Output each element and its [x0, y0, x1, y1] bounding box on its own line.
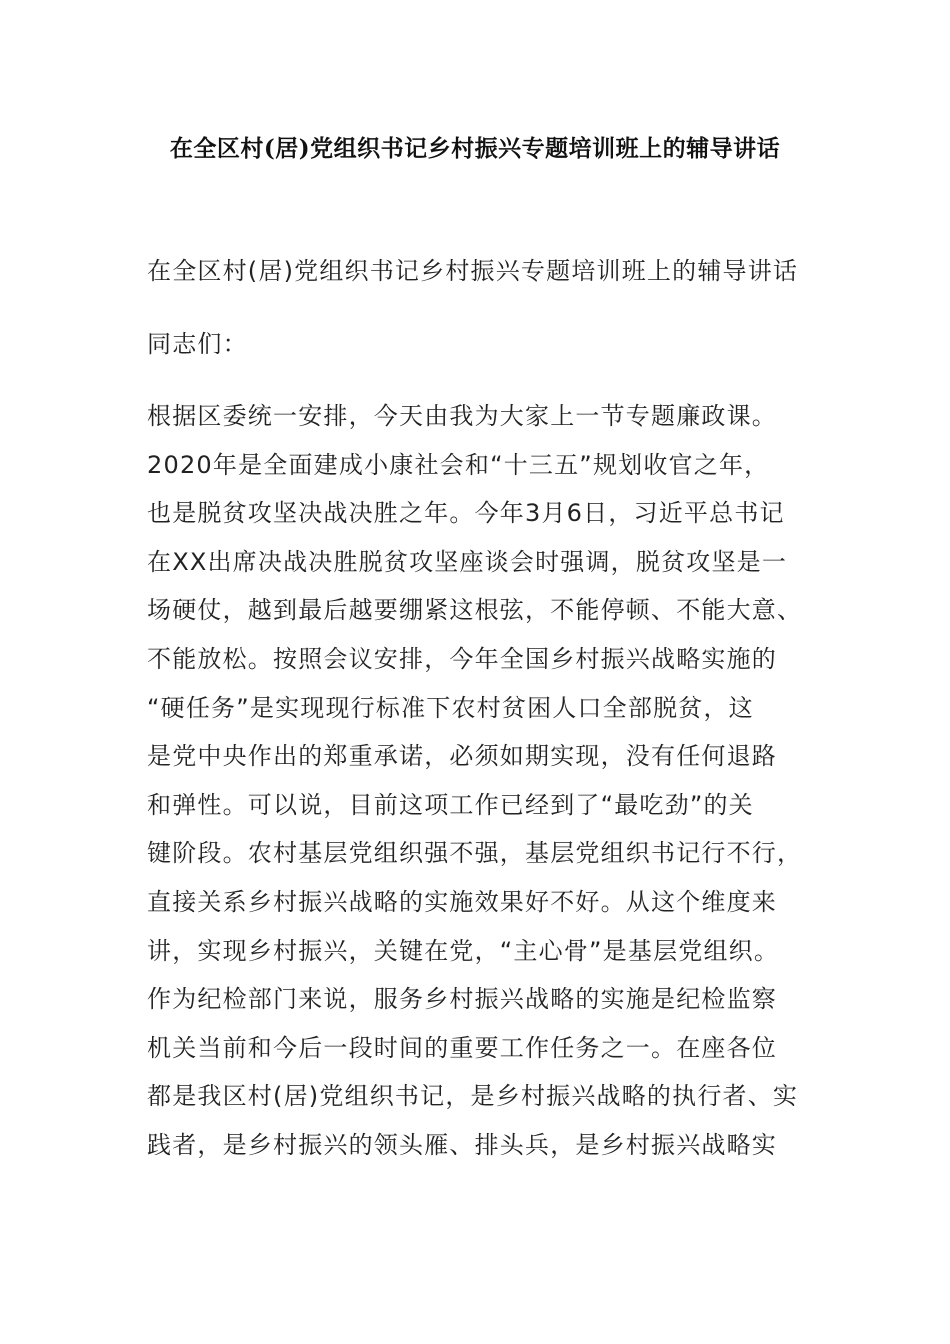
body-line: 场硬仗，越到最后越要绷紧这根弦，不能停顿、不能大意、: [147, 596, 803, 625]
body-line: 和弹性。可以说，目前这项工作已经到了“最吃劲”的关: [147, 790, 754, 819]
body-line: 讲，实现乡村振兴，关键在党，“主心骨”是基层党组织。: [147, 936, 780, 965]
body-line: 键阶段。农村基层党组织强不强，基层党组织书记行不行，: [147, 839, 803, 868]
body-line: 都是我区村(居)党组织书记，是乡村振兴战略的执行者、实: [147, 1082, 799, 1111]
body-paragraph: [147, 396, 807, 1174]
document-subtitle: 在全区村(居)党组织书记乡村振兴专题培训班上的辅导讲话: [147, 257, 799, 285]
body-line: 践者，是乡村振兴的领头雁、排头兵，是乡村振兴战略实: [147, 1130, 777, 1159]
body-line: 也是脱贫攻坚决战决胜之年。今年3月6日，习近平总书记: [147, 499, 785, 528]
body-line: 在XX出席决战决胜脱贫攻坚座谈会时强调，脱贫攻坚是一: [147, 547, 788, 576]
body-line: “硬任务”是实现现行标准下农村贫困人口全部脱贫，这: [147, 693, 754, 722]
document-title: 在全区村(居)党组织书记乡村振兴专题培训班上的辅导讲话: [169, 135, 781, 162]
body-line: 不能放松。按照会议安排，今年全国乡村振兴战略实施的: [147, 644, 777, 673]
body-line: 直接关系乡村振兴战略的实施效果好不好。从这个维度来: [147, 887, 777, 916]
body-line: 是党中央作出的郑重承诺，必须如期实现，没有任何退路: [147, 742, 777, 771]
body-line: 2020年是全面建成小康社会和“十三五”规划收官之年，: [147, 450, 770, 479]
body-line: 机关当前和今后一段时间的重要工作任务之一。在座各位: [147, 1033, 777, 1062]
salutation: 同志们：: [147, 330, 248, 358]
body-line: 根据区委统一安排，今天由我为大家上一节专题廉政课。: [147, 402, 777, 430]
body-line: 作为纪检部门来说，服务乡村振兴战略的实施是纪检监察: [147, 985, 777, 1014]
